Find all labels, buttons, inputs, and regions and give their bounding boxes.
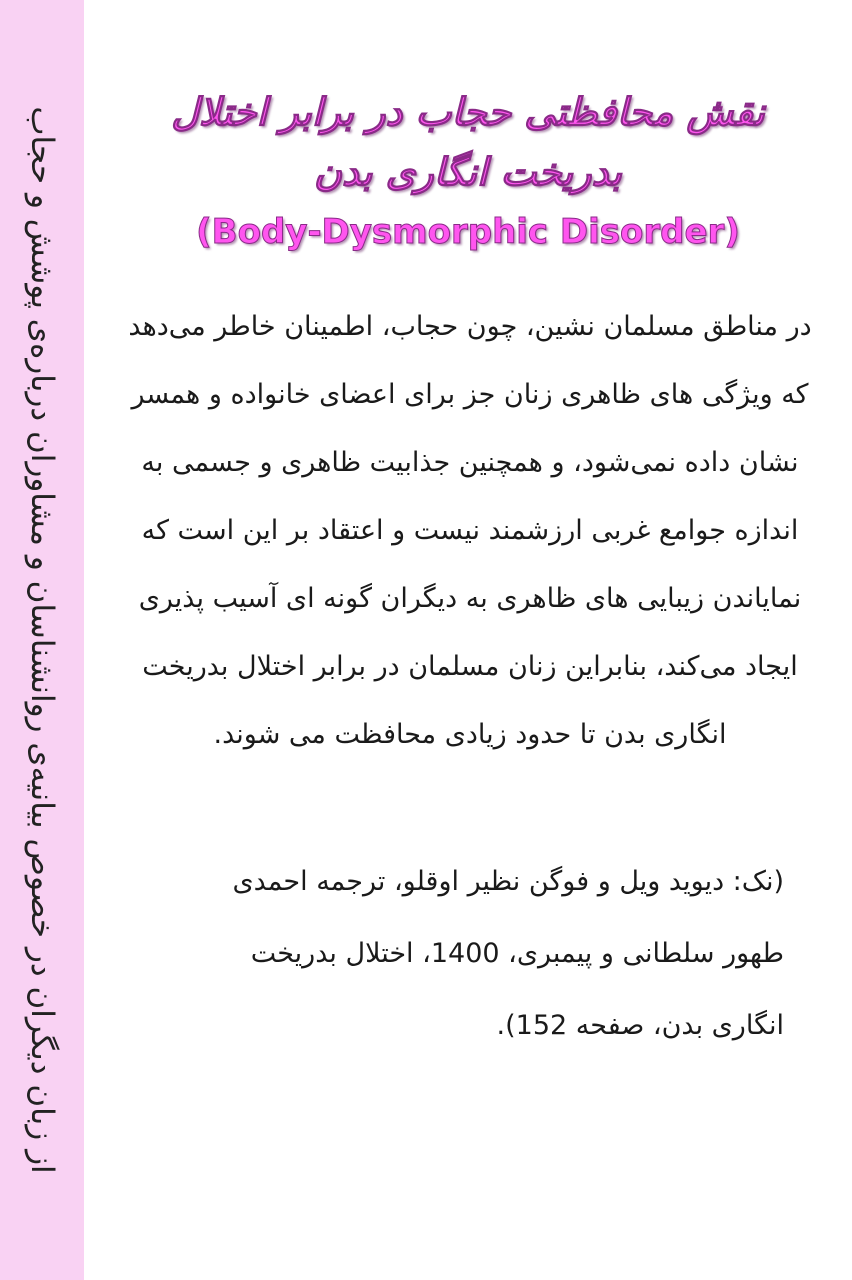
body-paragraph	[114, 293, 826, 769]
paragraph-line: ایجاد می‌کند، بنابراین زنان مسلمان در برابر اختلال بدریخت	[142, 651, 798, 682]
paragraph-line: انگاری بدن تا حدود زیادی محافظت می شوند.	[213, 719, 727, 750]
paragraph-line: در مناطق مسلمان نشین، چون حجاب، اطمینان خاطر می‌دهد	[128, 311, 812, 342]
paragraph-line: نمایاندن زیبایی های ظاهری به دیگران گونه ای آسیب پذیری	[138, 583, 802, 614]
title-line-1: نقش محافظتی حجاب در برابر اختلال	[171, 90, 765, 134]
page-title	[84, 82, 852, 260]
title-latin: (Body-Dysmorphic Disorder)	[196, 212, 740, 252]
reference-line: (نک: دیوید ویل و فوگن نظیر اوقلو، ترجمه احمدی	[232, 866, 784, 897]
reference-citation	[164, 846, 784, 1062]
side-caption-bar	[0, 0, 84, 1280]
paragraph-line: اندازه جوامع غربی ارزشمند نیست و اعتقاد بر این است که	[141, 515, 799, 546]
paragraph-line: که ویژگی های ظاهری زنان جز برای اعضای خانواده و همسر	[131, 379, 809, 410]
main-content	[84, 0, 852, 1280]
title-line-2: بدریخت انگاری بدن	[314, 150, 622, 194]
paragraph-line: نشان داده نمی‌شود، و همچنین جذابیت ظاهری و جسمی به	[141, 447, 799, 478]
side-caption: از زبان دیگران در خصوص بیانیه‌ی روانشناسان و مشاوران درباره‌ی پوشش و حجاب	[24, 106, 60, 1174]
reference-line: طهور سلطانی و پیمبری، 1400، اختلال بدریخت	[250, 938, 784, 969]
reference-line: انگاری بدن، صفحه 152).	[496, 1010, 784, 1041]
